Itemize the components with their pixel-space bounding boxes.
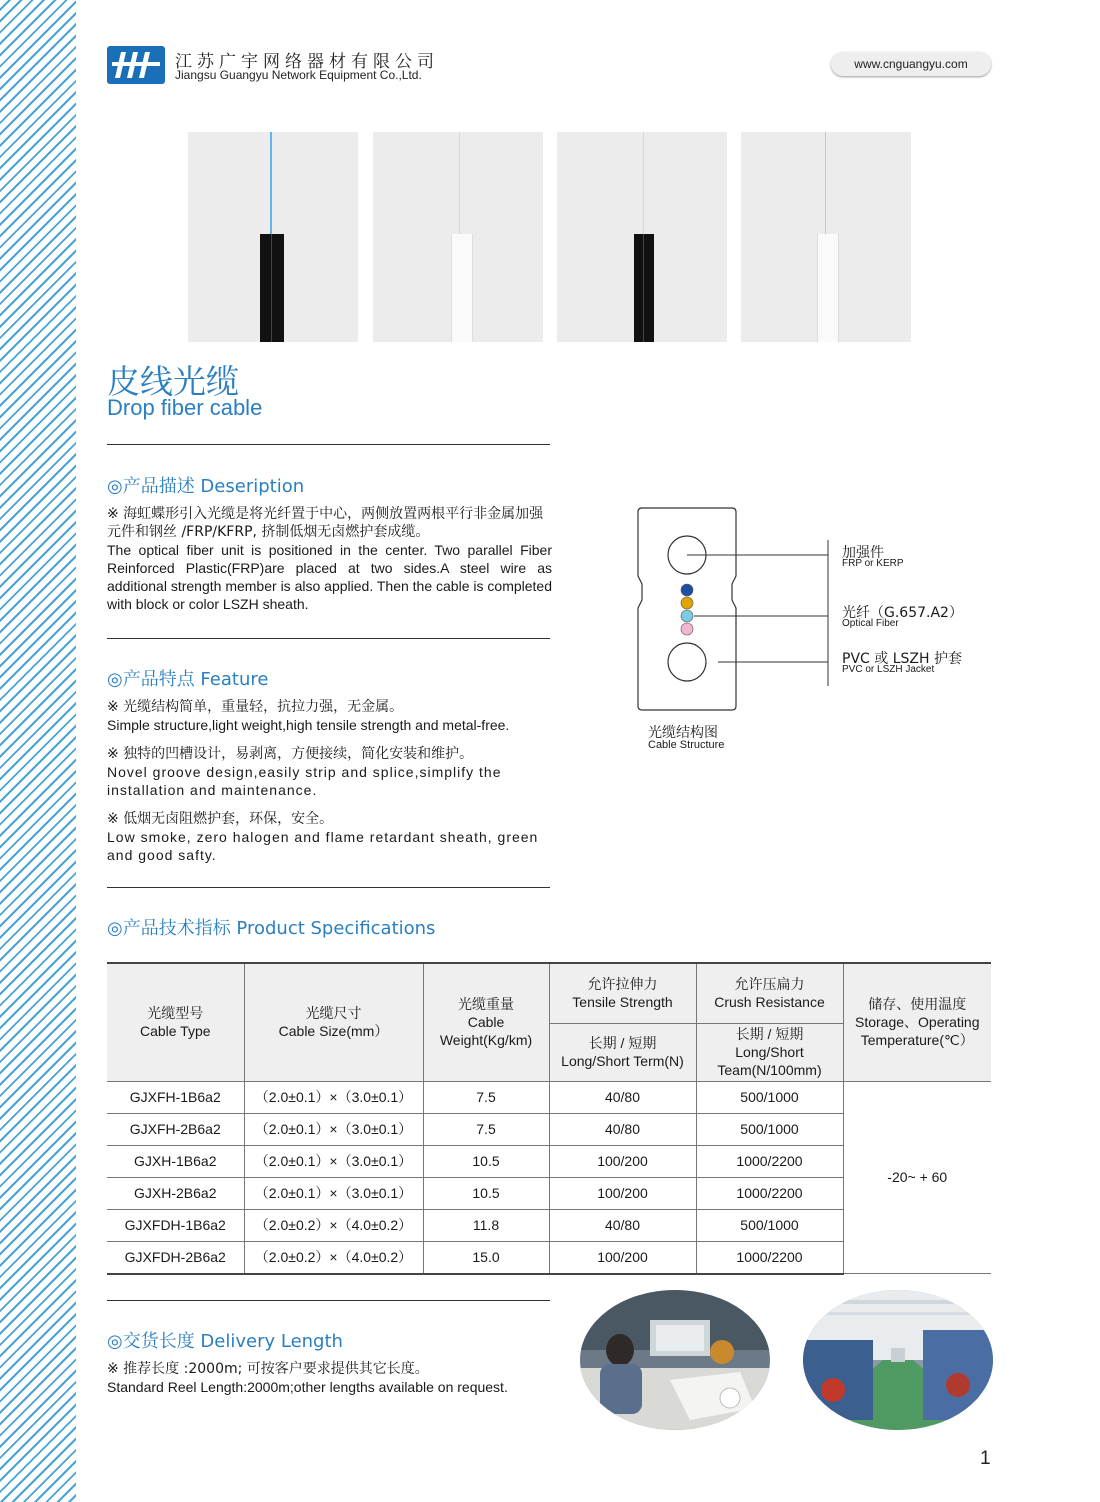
header-tensile-term: 长期 / 短期 Long/Short Term(N) [549,1023,696,1081]
feature-item-3-cn: ※ 低烟无卤阻燃护套，环保，安全。 [107,811,334,827]
diagram-label-strength-member-en: FRP or KERP [842,558,904,569]
company-name-cn: 江苏广宇网络器材有限公司 [175,52,439,72]
diagram-label-fiber-en: Optical Fiber [842,618,899,629]
divider [107,638,550,639]
temperature-range: -20~ + 60 [843,1081,991,1274]
page-title-en: Drop fiber cable [107,395,263,420]
delivery-cn: ※ 推荐长度 :2000m; 可按客户要求提供其它长度。 [107,1361,429,1377]
table-row: GJXFDH-1B6a2 （2.0±0.2）×（4.0±0.2） 11.8 40/80 500/1000 [107,1209,991,1241]
delivery-en: Standard Reel Length:2000m;other lengths available on request. [107,1379,508,1395]
spec-table [107,962,991,1275]
table-row: GJXFH-1B6a2 （2.0±0.1）×（3.0±0.1） 7.5 40/80 500/1000 -20~ + 60 [107,1081,991,1113]
table-row: GJXFH-2B6a2 （2.0±0.1）×（3.0±0.1） 7.5 40/80 500/1000 [107,1113,991,1145]
feature-item-1-cn: ※ 光缆结构简单，重量轻，抗拉力强，无金属。 [107,699,404,715]
feature-item-3-en: Low smoke, zero halogen and flame retardant sheath, green and good safty. [107,829,539,863]
table-row: GJXH-1B6a2 （2.0±0.1）×（3.0±0.1） 10.5 100/200 1000/2200 [107,1145,991,1177]
description-cn: ※ 海虹蝶形引入光缆是将光纤置于中心，两侧放置两根平行非金属加强元件和钢丝 /FRP/KFRP, 挤制低烟无卤燃护套成缆。 [107,506,544,540]
feature-item-2-cn: ※ 独特的凹槽设计，易剥离，方便接续，简化安装和维护。 [107,746,474,762]
product-photo-black-cable-2 [557,132,727,342]
feature-item-2-en: Novel groove design,easily strip and splice,simplify the installation and maintenance. [107,764,502,798]
header-crush-resistance: 允许压扁力 Crush Resistance [696,963,843,1023]
company-logo [107,46,165,84]
page-title-cn: 皮线光缆 [107,362,239,401]
description-heading: ◎产品描述 Deseription [107,476,305,497]
product-photo-black-cable [188,132,358,342]
cable-structure-diagram [630,500,990,760]
diagram-label-jacket-en: PVC or LSZH Jacket [842,664,935,675]
header-cable-weight: 光缆重量 Cable Weight(Kg/km) [423,963,549,1081]
factory-photo-production-line [803,1290,993,1430]
product-photo-white-cable-2 [741,132,911,342]
divider [107,887,550,888]
delivery-heading: ◎交货长度 Delivery Length [107,1331,343,1352]
diagram-title-en: Cable Structure [648,739,725,751]
header-crush-term: 长期 / 短期 Long/Short Team(N/100mm) [696,1023,843,1081]
website-link[interactable]: www.cnguangyu.com [831,52,991,76]
decorative-stripe-border [0,0,76,1502]
header-temperature: 储存、使用温度 Storage、Operating Temperature(℃） [843,963,991,1081]
diagram-label-strength-member-cn: 加强件 [842,545,884,561]
divider [107,1300,550,1301]
factory-photo-worker [580,1290,770,1430]
diagram-label-fiber-cn: 光纤（G.657.A2） [842,605,963,621]
header-cable-size: 光缆尺寸 Cable Size(mm） [244,963,423,1081]
product-photo-white-cable [373,132,543,342]
feature-item-1-en: Simple structure,light weight,high tensile strength and metal-free. [107,717,510,733]
table-row: GJXH-2B6a2 （2.0±0.1）×（3.0±0.1） 10.5 100/200 1000/2200 [107,1177,991,1209]
specs-heading: ◎产品技术指标 Product Specifications [107,918,436,939]
description-en: The optical fiber unit is positioned in the center. Two parallel Fiber Reinforced Plastic(FRP)are placed at two sides.A steel wire as additional strength member is also applied. Then the cable is completed with block or color LSZH sheath. [107,542,552,612]
header-tensile-strength: 允许拉伸力 Tensile Strength [549,963,696,1023]
page-number: 1 [980,1448,991,1469]
divider [107,444,550,445]
diagram-title-cn: 光缆结构图 [648,725,718,741]
table-row: GJXFDH-2B6a2 （2.0±0.2）×（4.0±0.2） 15.0 100/200 1000/2200 [107,1241,991,1274]
company-name-en: Jiangsu Guangyu Network Equipment Co.,Ltd. [175,68,422,82]
feature-heading: ◎产品特点 Feature [107,669,269,690]
header-cable-type: 光缆型号 Cable Type [107,963,244,1081]
diagram-label-jacket-cn: PVC 或 LSZH 护套 [842,651,962,667]
